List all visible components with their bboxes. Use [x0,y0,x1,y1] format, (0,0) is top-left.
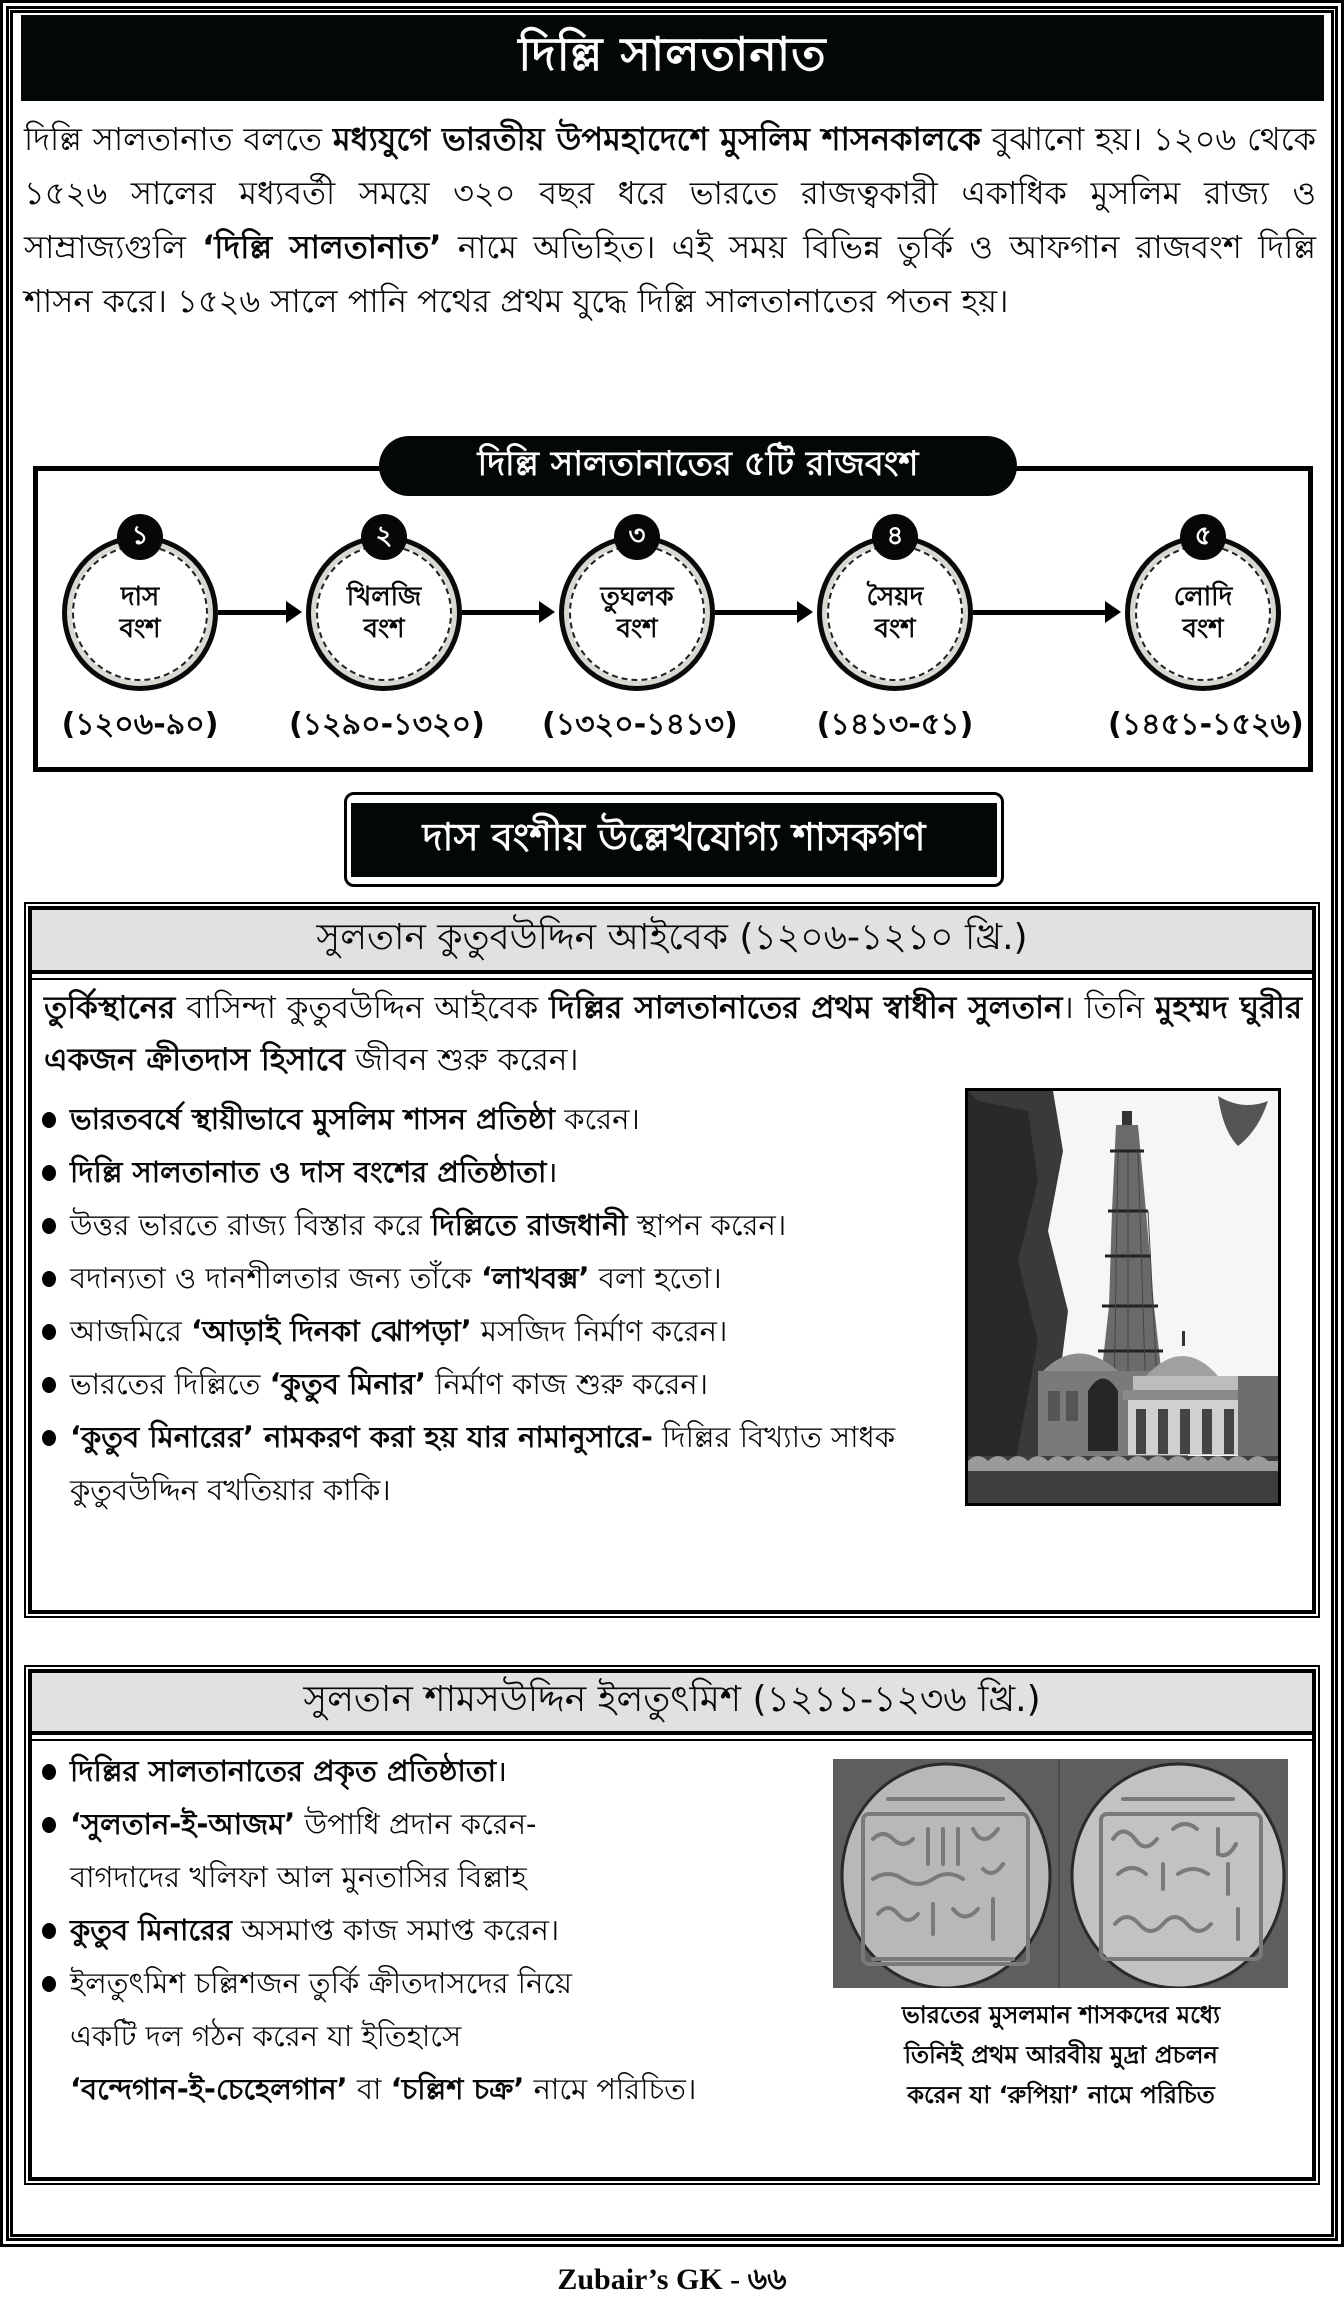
dynasty-name: সৈয়দ [866,582,924,612]
dynasty-word: বংশ [363,614,405,644]
dynasty-word: বংশ [616,614,658,644]
bullet-text: নামে পরিচিত। [524,2072,697,2106]
arrow-right-icon [973,610,1117,615]
list-item [40,1358,970,1411]
bullet-bold: দিল্লির সালতানাতের প্রকৃত প্রতিষ্ঠাতা [70,1754,496,1788]
bullet-bold: ‘আড়াই দিনকা ঝোপড়া’ [191,1314,472,1348]
bullet-text: করেন। [555,1102,640,1136]
bullet-bold: দিল্লিতে রাজধানী [431,1208,628,1242]
list-item [40,1146,970,1199]
bullet-text: বলা হতো। [589,1261,722,1295]
bullet-text: স্থাপন করেন। [627,1208,787,1242]
dynasty-years: (১৩২০-১৪১৩) [542,707,738,742]
bullet-bold: কুতুব মিনারের [70,1913,232,1947]
bullet-bold: ‘বন্দেগান-ই-চেহেলগান’ [70,2072,348,2106]
list-item [40,1252,970,1305]
intro-text: দিল্লি সালতানাত বলতে [24,120,333,158]
dynasty-circle-inner [827,545,963,681]
bullet-continuation: কুতুবউদ্দিন বখতিয়ার কাকি। [70,1473,391,1507]
page-footer: Zubair’s GK - ৬৬ [557,2263,787,2296]
dynasty-years: (১২৯০-১৩২০) [289,707,485,742]
bullet-text: ভারতের দিল্লিতে [70,1367,270,1401]
bullet-text: ইলতুৎমিশ চল্লিশজন তুর্কি ক্রীতদাসদের নিয়ে [70,1966,573,2000]
silver-coins-illustration [833,1759,1288,1988]
dynasties-heading-pill [379,436,1017,496]
bullet-continuation: একটি দল গঠন করেন যা ইতিহাসে [70,2019,462,2053]
bullet-text: বদান্যতা ও দানশীলতার জন্য তাঁকে [70,1261,482,1295]
coin-caption [826,1995,1296,2115]
dynasty-years: (১৪১৩-৫১) [816,707,974,742]
bullet-text: উপাধি প্রদান করেন- [295,1807,537,1841]
iltutmish-heading: সুলতান শামসউদ্দিন ইলতুৎমিশ (১২১১-১২৩৬ খ্রি.) [303,1679,1041,1720]
bullet-text: আজমিরে [70,1314,191,1348]
dynasty-years: (১৪৫১-১৫২৬) [1108,707,1304,742]
lead-bold: তুর্কিস্থানের [44,990,176,1026]
dynasty-name: তুঘলক [600,582,674,612]
bullet-bold: ‘কুতুব মিনার’ [269,1367,427,1401]
bullet-bold: দিল্লি সালতানাত ও দাস বংশের প্রতিষ্ঠাতা [70,1155,547,1189]
coin-caption-line: ভারতের মুসলমান শাসকদের মধ্যে [901,2001,1221,2029]
lead-text: । তিনি [1062,990,1156,1026]
list-item [40,1199,970,1252]
qutb-minar-illustration [968,1091,1278,1503]
list-item [40,1093,970,1146]
aibak-heading: সুলতান কুতুবউদ্দিন আইবেক (১২০৬-১২১০ খ্রি.) [316,917,1028,958]
lead-text: বাসিন্দা কুতুবউদ্দিন আইবেক [175,990,550,1026]
intro-text: বুঝানো হয়। ১২০৬ থেকে ১৫২৬ সালের মধ্যবর্তী সময়ে ৩২০ বছর ধরে ভারতে রাজত্বকারী একাধিক মুসলিম রাজ্য ও সাম্রাজ্যগুলি [24,120,1316,266]
dynasty-name: লোদি [1173,582,1233,612]
bullet-continuation: বাগদাদের খলিফা আল মুনতাসির বিল্লাহ [70,1860,527,1894]
bullet-text: নির্মাণ কাজ শুরু করেন। [426,1367,708,1401]
dynasty-circle-inner [1135,545,1271,681]
bullet-text: উত্তর ভারতে রাজ্য বিস্তার করে [70,1208,432,1242]
bullet-text: । [546,1155,558,1189]
arrow-right-icon [715,610,809,615]
bullet-continuation [70,2063,820,2116]
coin-caption-line: করেন যা ‘রুপিয়া’ নামে পরিচিত [907,2081,1215,2109]
dynasty-word: বংশ [119,614,161,644]
lead-bold: মুহম্মদ ঘুরীর একজন ক্রীতদাস হিসাবে [44,990,1303,1078]
arrow-right-icon [218,610,298,615]
dynasty-number-badge: ১ [117,514,163,560]
lead-bold: দিল্লির সালতানাতের প্রথম স্বাধীন সুলতান [549,990,1063,1026]
dynasty-word: বংশ [874,614,916,644]
aibak-heading-bar [32,910,1312,974]
list-item [40,1957,820,2116]
dynasty-name: খিলজি [346,582,422,612]
list-item [40,1745,820,1798]
slave-rulers-label-text: দাস বংশীয় উল্লেখযোগ্য শাসকগণ [422,815,926,859]
intro-text: নামে অভিহিত। এই সময় বিভিন্ন তুর্কি ও আফগান রাজবংশ দিল্লি শাসন করে। ১৫২৬ সালে পানি পথের প্রথম যুদ্ধে দিল্লি সালতানাতের পতন হয়। [24,228,1317,320]
list-item [40,1904,820,1957]
arrow-right-icon [462,610,551,615]
dynasty-number-badge: ৩ [614,514,660,560]
dynasty-word: বংশ [1182,614,1224,644]
iltutmish-bullet-list [40,1745,820,2116]
intro-bold-text: ‘দিল্লি সালতানাত’ [202,228,442,266]
bullet-bold: ‘লাখবক্স’ [481,1261,590,1295]
dynasty-number-badge: ৪ [872,514,918,560]
intro-paragraph [24,112,1316,328]
bullet-bold: ‘সুলতান-ই-আজম’ [70,1807,296,1841]
title-bar [21,15,1324,101]
lead-text: জীবন শুরু করেন। [345,1042,579,1078]
aibak-lead [44,982,1302,1086]
intro-bold-text: মধ্যযুগে ভারতীয় উপমহাদেশে মুসলিম শাসনকালকে [332,120,981,158]
bullet-text: । [496,1754,507,1788]
bullet-bold: ভারতবর্ষে স্থায়ীভাবে মুসলিম শাসন প্রতিষ্ঠা [70,1102,556,1136]
dynasty-number-badge: ২ [361,514,407,560]
bullet-text: অসমাপ্ত কাজ সমাপ্ত করেন। [231,1913,560,1947]
coin-caption-line: তিনিই প্রথম আরবীয় মুদ্রা প্রচলন [904,2041,1218,2069]
qutb-minar-image [965,1088,1281,1506]
dynasty-circle-inner [316,545,452,681]
dynasty-years: (১২০৬-৯০) [61,707,219,742]
dynasty-name: দাস [120,582,160,612]
bullet-text: দিল্লির বিখ্যাত সাধক [652,1420,896,1454]
iltutmish-heading-bar [32,1673,1312,1735]
page-title: দিল্লি সালতানাত [518,27,827,81]
coin-image [833,1759,1288,1988]
slave-rulers-label [351,803,997,877]
bullet-bold: ‘চল্লিশ চক্র’ [390,2072,525,2106]
bullet-bold: ‘কুতুব মিনারের’ নামকরণ করা হয় যার নামানুসারে- [70,1420,653,1454]
dynasties-heading: দিল্লি সালতানাতের ৫টি রাজবংশ [477,443,919,484]
bullet-text: মসজিদ নির্মাণ করেন। [471,1314,728,1348]
list-item [40,1798,820,1904]
dynasty-circle-inner [569,545,705,681]
dynasty-circle-inner [72,545,208,681]
bullet-text: বা [347,2072,391,2106]
list-item [40,1305,970,1358]
dynasty-number-badge: ৫ [1180,514,1226,560]
